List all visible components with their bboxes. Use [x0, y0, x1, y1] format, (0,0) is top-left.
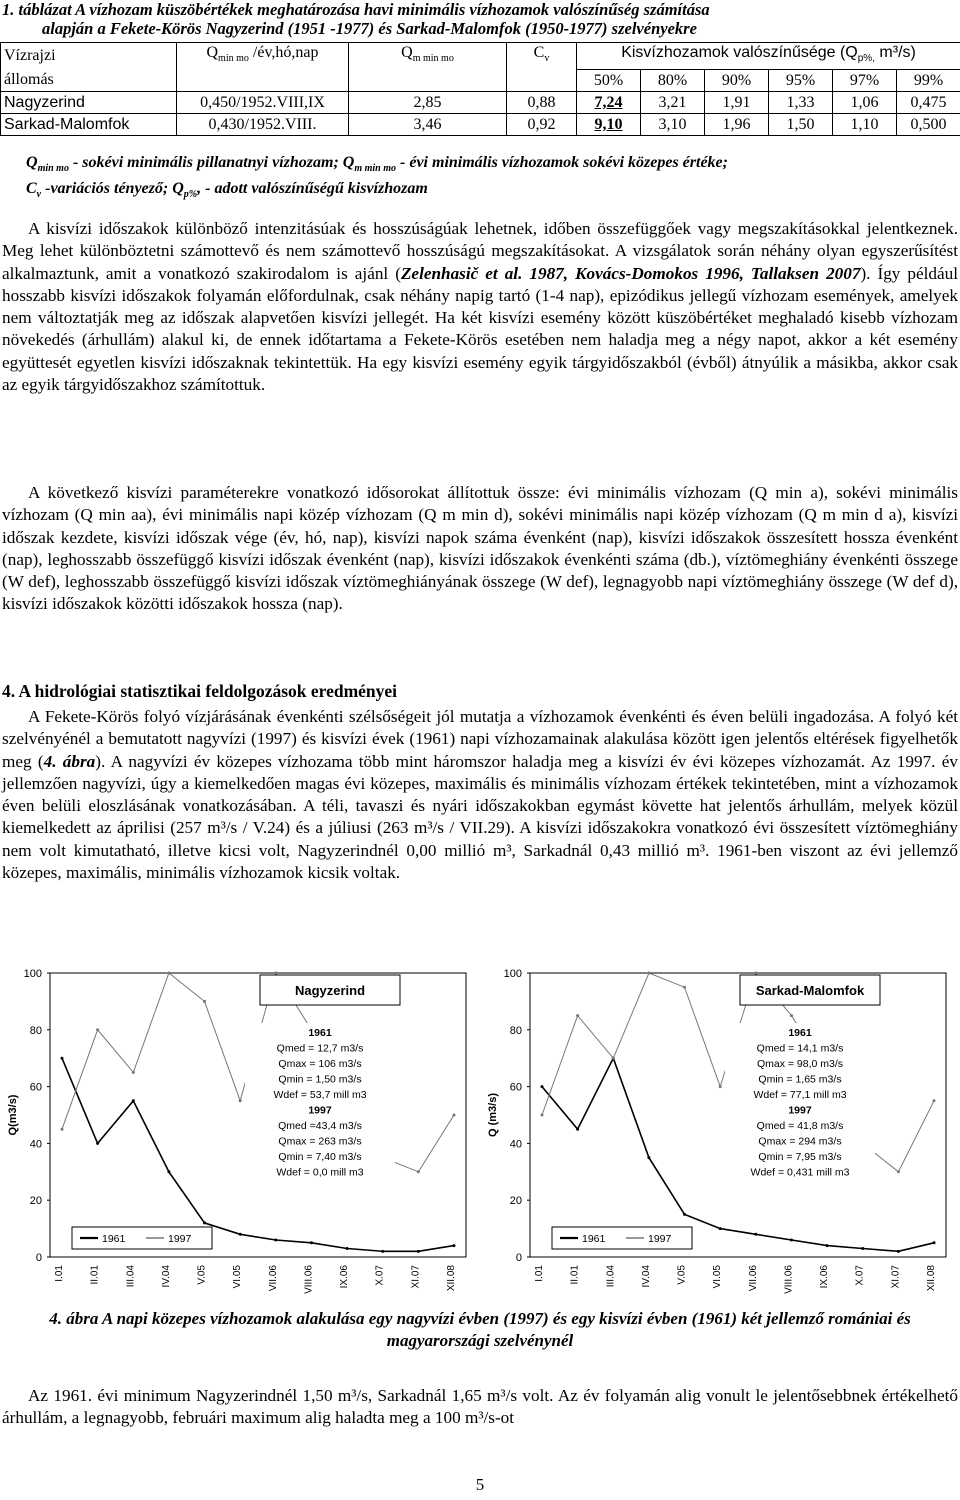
data-point [61, 1128, 64, 1131]
data-point [683, 1213, 686, 1216]
y-tick-label: 0 [35, 1252, 42, 1264]
data-point [897, 1250, 900, 1253]
header-station: Vízrajzi [1, 43, 177, 70]
stats-line: 1961 [308, 1027, 332, 1039]
stats-line: Wdef = 0,431 mill m3 [750, 1166, 850, 1179]
data-point [719, 1227, 722, 1230]
data-point [612, 1057, 615, 1060]
data-point [203, 1000, 206, 1003]
x-tick-label: I.01 [534, 1265, 545, 1282]
paragraph-1961: Az 1961. évi minimum Nagyzerindnél 1,50 m³/s, Sarkadnál 1,65 m³/s volt. Az év folyamán alig vonult le jelentősebbnek értékelhető árhullám, a legnagyobb, februári maximum alig haladta meg a 100 m³/s-ot [2, 1386, 958, 1428]
data-point [132, 1099, 135, 1102]
header-percent: 50% [577, 70, 641, 92]
data-point [754, 972, 757, 975]
header-percent: 80% [641, 70, 705, 92]
x-tick-label: V.05 [676, 1265, 688, 1285]
data-point [933, 1241, 936, 1244]
header-percent: 97% [833, 70, 897, 92]
cell-p95: 1,33 [769, 92, 833, 114]
figure-caption: 4. ábra A napi közepes vízhozamok alakulása egy nagyvízi évben (1997) és egy kisvízi évben (1961) két jellemző romániai és magyarországi szelvénynél [49, 1309, 911, 1350]
stats-line: Qmax = 263 m3/s [278, 1135, 362, 1148]
stats-line: Qmax = 294 m3/s [758, 1135, 842, 1148]
cell-cv: 0,92 [507, 114, 577, 136]
x-tick-label: VI.05 [232, 1265, 244, 1289]
data-point [310, 1241, 313, 1244]
data-point [417, 1170, 420, 1173]
data-point [167, 972, 170, 975]
stats-line: Qmax = 98,0 m3/s [756, 1058, 844, 1070]
table-caption [2, 0, 958, 38]
cell-p97: 1,06 [833, 92, 897, 114]
data-point [453, 1114, 456, 1117]
stats-line: Wdef = 0,0 mill m3 [276, 1166, 364, 1179]
data-point [274, 972, 277, 975]
citation: Zelenhasič et al. 1987, Kovács-Domokos 1996, Tallaksen 2007 [400, 263, 861, 283]
paragraph-results: A Fekete-Körös folyó vízjárásának évenkénti szélsőségeit jól mutatja a vízhozamok évenkénti és éven belüli ingadozása. A folyó két szelvényénél a bemutatott nagyvízi (1997) és kisvízi évek (1961) napi vízhozamainak alakulása között igen jelentős eltérések figyelhetők meg (4. ábra). A nagyvízi év közepes vízhozama több mint háromszor haladja meg a kisvízi év évi közepes vízhozamát. Az 1997. év jellemzően nagyvízi, úgy a kiemelkedően magas évi közepes, maximális és minimális vízhozam értékek tekintetében, mint a vízhozamok éven belüli eloszlásának vonatkozásában. A téli, tavaszi és nyári időszakokban egymást követte hat jelentős árhullám, melyek közül kiemelkedett az áprilisi (257 m³/s / V.24) és a júliusi (263 m³/s / VII.29). A kisvízi időszakokra vonatkozó évi összesített víztömeghiány nem volt kimutatható, illetve kicsi volt, Nagyzerindnél 0,00 millió m³, Sarkadnál 0,43 millió m³. 1961-ben viszont az évi jellemző közepes, maximális, minimális vízhozamok kicsik voltak. [2, 707, 958, 883]
data-point [790, 1238, 793, 1241]
cell-p50: 9,10 [577, 114, 641, 136]
cell-p80: 3,10 [641, 114, 705, 136]
data-point [417, 1250, 420, 1253]
x-tick-label: XII.08 [926, 1265, 937, 1292]
cell-qmin: 0,430/1952.VIII. [177, 114, 349, 136]
stats-line: Wdef = 53,7 mill m3 [273, 1089, 367, 1101]
cell-qmm: 2,85 [349, 92, 507, 114]
x-tick-label: VII.06 [747, 1265, 759, 1292]
x-tick-label: III.04 [605, 1265, 617, 1288]
stats-line: Wdef = 77,1 mill m3 [753, 1089, 847, 1101]
x-tick-label: II.01 [89, 1265, 101, 1285]
table-caption-line2: alapján a Fekete-Körös Nagyzerind (1951 -1977) és Sarkad-Malomfok (1950-1977) szelvényekre [42, 19, 697, 38]
data-point [61, 1057, 64, 1060]
header-percent: 90% [705, 70, 769, 92]
x-tick-label: VIII.06 [303, 1265, 315, 1294]
x-tick-label: II.01 [569, 1265, 581, 1285]
x-tick-label: IX.06 [339, 1265, 351, 1289]
chart-sarkad [482, 965, 952, 1310]
y-tick-label: 60 [29, 1081, 42, 1094]
cell-p50: 7,24 [577, 92, 641, 114]
page-number: 5 [475, 1475, 485, 1494]
header-qmin: $Q_{min mo}$ /év,hó,nap [177, 43, 349, 92]
cell-station: Nagyzerind [1, 92, 177, 114]
table-row [1, 92, 960, 114]
data-point [576, 1128, 579, 1131]
y-tick-label: 20 [29, 1195, 42, 1208]
cell-qmin: 0,450/1952.VIII,IX [177, 92, 349, 114]
cell-p90: 1,91 [705, 92, 769, 114]
data-point [541, 1114, 544, 1117]
x-tick-label: IV.04 [160, 1265, 172, 1288]
stats-line: 1997 [788, 1104, 812, 1117]
data-point [96, 1028, 99, 1031]
cell-station: Sarkad-Malomfok [1, 114, 177, 136]
legend-label: 1997 [648, 1233, 672, 1245]
legend-label: 1961 [582, 1233, 606, 1245]
data-point [826, 1244, 829, 1247]
data-point [576, 1014, 579, 1017]
cell-p99: 0,475 [897, 92, 960, 114]
section-title: 4. A hidrológiai statisztikai feldolgozások eredményei [2, 681, 398, 701]
header-percent: 95% [769, 70, 833, 92]
x-tick-label: IX.06 [819, 1265, 831, 1289]
stats-line: Qmed = 12,7 m3/s [276, 1042, 364, 1055]
data-point [647, 972, 650, 975]
y-axis-label: Q (m3/s) [487, 1092, 499, 1138]
paragraph-low-flow-periods: A kisvízi időszakok különböző intenzitásúak és hosszúságúak lehetnek, időben összefüggőek vagy megszakításokkal jelentkeznek. Meg lehet különböztetni számottevő és nem számottevő hosszúságú megszakításokat. A vizsgálatok során néhány olyan egyszerűsítést alkalmaztunk, amit a vonatkozó szakirodalom is ajánl (Zelenhasič et al. 1987, Kovács-Domokos 1996, Tallaksen 2007). Így például hosszabb kisvízi időszakok folyamán előfordulnak, csak néhány napig tartó (1-4 nap), epizódikus jellegű vízhozam események, amelyek nem változtatják meg az időszak alapvetően kisvízi jellegét. Ha két kisvízi esemény között küszöbértéket meghaladó kisebb vízhozam növekedés (árhullám) alakul ki, de ennek időtartama a Fekete-Körös esetében nem haladja meg a négy napot, akkor a két esemény együttesét egyetlen kisvízi időszaknak tekintettük. Ha egy kisvízi esemény egyik tárgyidőszakból (évből) átnyúlik a másikba, akkor csak az egyik tárgyidőszakhoz számítottuk. [2, 219, 958, 395]
data-point [132, 1071, 135, 1074]
data-point [239, 1233, 242, 1236]
cell-p80: 3,21 [641, 92, 705, 114]
data-point [453, 1244, 456, 1247]
x-tick-label: X.07 [374, 1265, 386, 1286]
chart-nagyzerind [2, 965, 472, 1310]
cell-p95: 1,50 [769, 114, 833, 136]
table-row [1, 114, 960, 136]
data-point [861, 1247, 864, 1250]
stats-line: Qmin = 1,50 m3/s [278, 1073, 362, 1086]
y-tick-label: 60 [509, 1081, 522, 1094]
chart-sarkad-svg [482, 965, 952, 1310]
x-tick-label: X.07 [854, 1265, 866, 1286]
x-tick-label: VI.05 [712, 1265, 724, 1289]
data-point [96, 1142, 99, 1145]
data-point [683, 986, 686, 989]
header-probability: Kisvízhozamok valószínűsége ($Q_{p\%,}$ m³/s) [577, 43, 960, 70]
cell-p97: 1,10 [833, 114, 897, 136]
table-caption-line1: 1. táblázat A vízhozam küszöbértékek meghatározása havi minimális vízhozamok valószínűség számítása [2, 0, 710, 19]
table-header-row [1, 43, 960, 70]
x-tick-label: XII.08 [446, 1265, 457, 1292]
x-tick-label: XI.07 [410, 1265, 422, 1289]
y-tick-label: 100 [23, 968, 42, 980]
data-point [719, 1085, 722, 1088]
data-point [274, 1238, 277, 1241]
y-tick-label: 80 [29, 1024, 42, 1037]
data-point [790, 1014, 793, 1017]
stats-line: Qmin = 7,95 m3/s [758, 1151, 842, 1163]
cell-cv: 0,88 [507, 92, 577, 114]
y-axis-label: Q(m3/s) [7, 1094, 19, 1136]
data-point [203, 1221, 206, 1224]
y-tick-label: 40 [509, 1138, 522, 1151]
stats-line: 1997 [308, 1104, 332, 1117]
x-tick-label: XI.07 [890, 1265, 902, 1289]
x-tick-label: I.01 [54, 1265, 65, 1282]
stats-line: Qmed = 14,1 m3/s [756, 1042, 844, 1055]
stats-line: Qmin = 1,65 m3/s [758, 1073, 842, 1086]
cell-qmm: 3,46 [349, 114, 507, 136]
header-qmm: $Q_{m min mo}$ [349, 43, 507, 92]
stats-line: 1961 [788, 1027, 812, 1039]
threshold-table [0, 42, 960, 136]
y-tick-label: 20 [509, 1195, 522, 1208]
data-point [167, 1170, 170, 1173]
y-tick-label: 0 [515, 1252, 522, 1264]
y-tick-label: 100 [503, 968, 522, 980]
data-point [381, 1250, 384, 1253]
data-point [346, 1247, 349, 1250]
x-tick-label: III.04 [125, 1265, 137, 1288]
legend-label: 1997 [168, 1233, 192, 1245]
figure-reference: 4. ábra [43, 751, 96, 771]
stats-line: Qmax = 106 m3/s [278, 1058, 362, 1070]
stats-line: Qmed =43,4 m3/s [278, 1120, 362, 1132]
table-legend: $Q_{min mo}$ - sokévi minimális pillanatnyi vízhozam; $Q_{m min mo}$ - évi minimális vízhozamok sokévi közepes értéke; $C_v$ -variációs tényező; $Q_{p\%}$, - adott valószínűségű kisvízhozam [26, 154, 728, 201]
data-point [933, 1099, 936, 1102]
chart-nagyzerind-svg [2, 965, 472, 1310]
x-tick-label: VII.06 [267, 1265, 279, 1292]
header-cv: $C_v$ [507, 43, 577, 92]
data-point [754, 1233, 757, 1236]
y-tick-label: 40 [29, 1138, 42, 1151]
cell-p90: 1,96 [705, 114, 769, 136]
x-tick-label: VIII.06 [783, 1265, 795, 1294]
stats-line: Qmed = 41,8 m3/s [756, 1120, 844, 1132]
paragraph-parameters: A következő kisvízi paraméterekre vonatkozó idősorokat állítottuk össze: évi minimális vízhozam (Q min a), sokévi minimális vízhozam (Q min aa), évi minimális napi közép vízhozam (Q m min d), sokévi minimális napi közép vízhozam (Q m min d a), kisvízi időszak kezdete, kisvízi időszak vége (év, hó, nap), kisvízi napok száma évenként (nap), kisvízi időszakok összesített hossza évenként (nap), leghosszabb összefüggő kisvízi időszak évenként (nap), kisvízi időszakok évenkénti száma (db.), víztömeghiány évenkénti összege (W def), leghosszabb összefüggő kisvízi időszak víztömeghiányának összege (W def), legnagyobb napi víztömeghiány összege (W def d), kisvízi időszakok közötti időszakok hossza (nap). [2, 483, 958, 614]
header-station-2: állomás [1, 70, 177, 92]
x-tick-label: V.05 [196, 1265, 208, 1285]
header-percent: 99% [897, 70, 960, 92]
y-tick-label: 80 [509, 1024, 522, 1037]
data-point [647, 1156, 650, 1159]
data-point [239, 1099, 242, 1102]
cell-p99: 0,500 [897, 114, 960, 136]
chart-title: Sarkad-Malomfok [755, 983, 865, 998]
data-point [897, 1170, 900, 1173]
x-tick-label: IV.04 [640, 1265, 652, 1288]
chart-title: Nagyzerind [294, 983, 366, 998]
data-point [541, 1085, 544, 1088]
stats-line: Qmin = 7,40 m3/s [278, 1151, 362, 1163]
legend-label: 1961 [102, 1233, 126, 1245]
